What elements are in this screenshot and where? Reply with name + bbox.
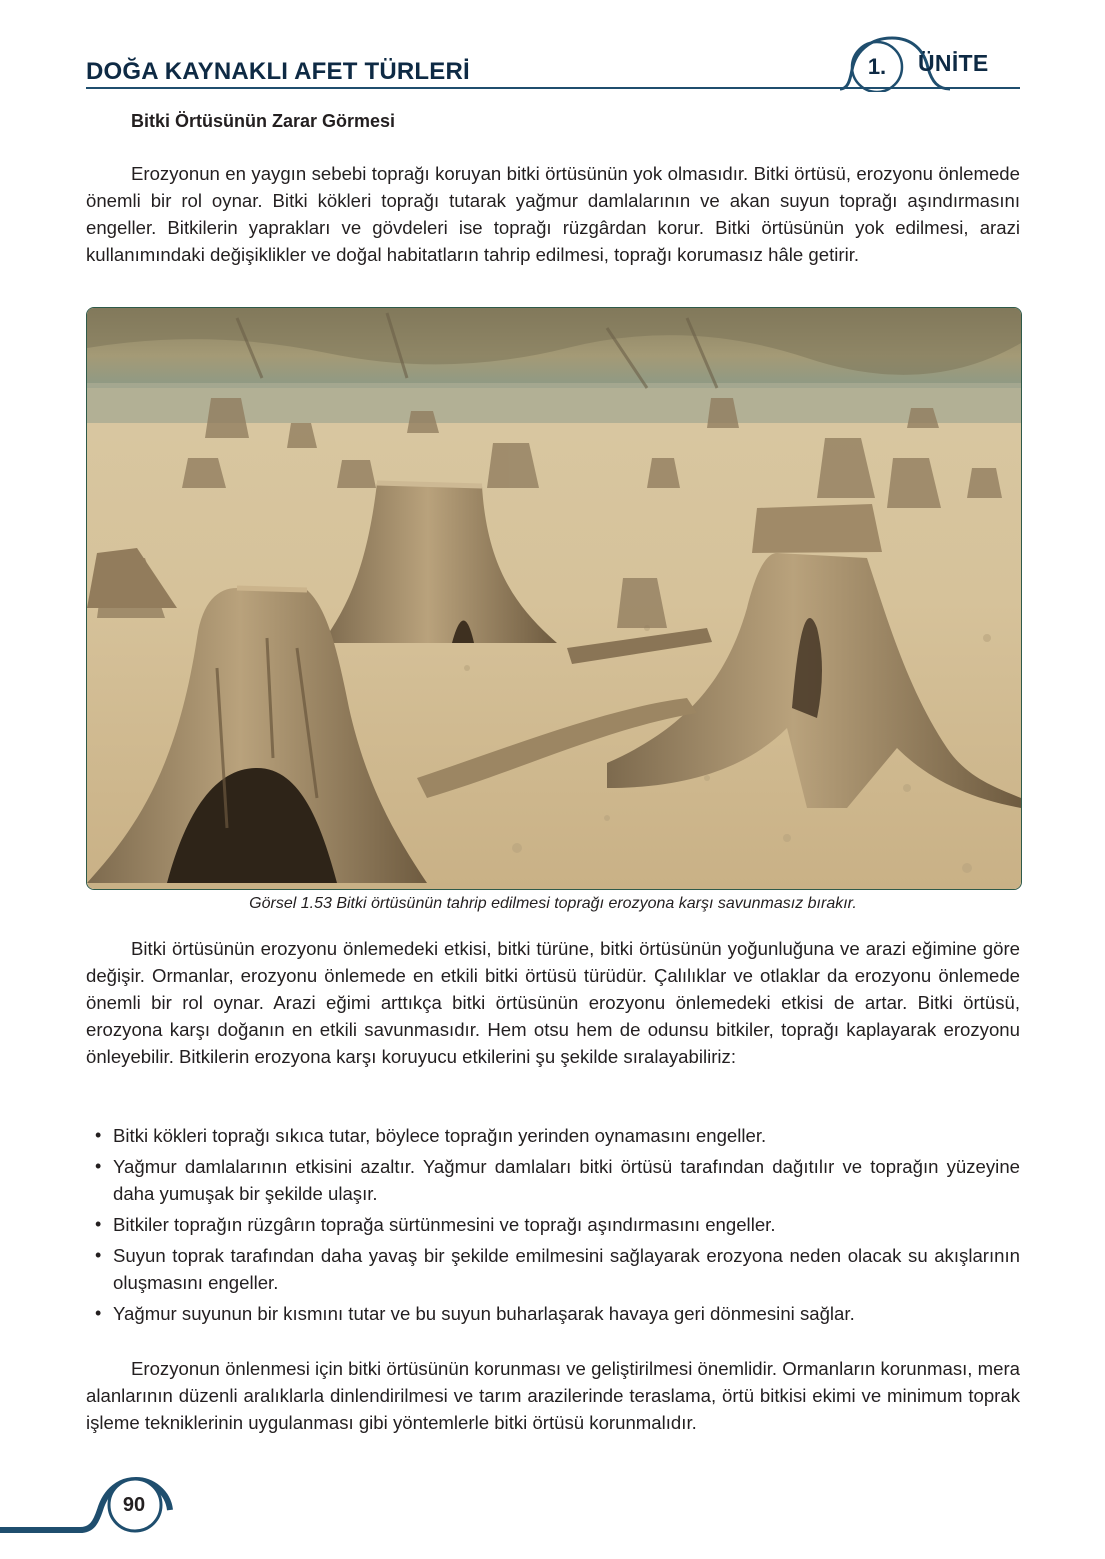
page-number: 90 bbox=[122, 1494, 146, 1516]
chapter-title: DOĞA KAYNAKLI AFET TÜRLERİ bbox=[86, 58, 470, 85]
protective-effects-list bbox=[86, 1122, 1020, 1331]
list-item bbox=[86, 1122, 1020, 1149]
section-heading: Bitki Örtüsünün Zarar Görmesi bbox=[131, 111, 396, 131]
list-item bbox=[86, 1242, 1020, 1296]
page-number-badge bbox=[0, 1466, 200, 1546]
list-item-text: Yağmur suyunun bir kısmını tutar ve bu suyun buharlaşarak havaya geri dönmesini sağlar. bbox=[113, 1303, 855, 1324]
figure-caption: Görsel 1.53 Bitki örtüsünün tahrip edilmesi toprağı erozyona karşı savunmasız bırakır. bbox=[249, 895, 857, 912]
bullet-icon: • bbox=[95, 1125, 102, 1145]
bullet-icon: • bbox=[95, 1303, 102, 1323]
tree-stumps-photo bbox=[86, 307, 1022, 890]
bullet-icon: • bbox=[95, 1214, 102, 1234]
bullet-icon: • bbox=[95, 1245, 102, 1265]
list-item-text: Bitkiler toprağın rüzgârın toprağa sürtünmesini ve toprağı aşındırmasını engeller. bbox=[113, 1214, 776, 1235]
list-item-text: Suyun toprak tarafından daha yavaş bir şekilde emilmesini sağlayarak erozyona neden olacak su akışlarının oluşmasını engeller. bbox=[113, 1245, 1020, 1293]
unit-number: 1. bbox=[867, 54, 887, 79]
list-item-text: Bitki kökleri toprağı sıkıca tutar, böylece toprağın yerinden oynamasını engeller. bbox=[113, 1125, 767, 1146]
bullet-icon: • bbox=[95, 1156, 102, 1176]
list-item bbox=[86, 1211, 1020, 1238]
list-item-text: Yağmur damlalarının etkisini azaltır. Yağmur damlaları bitki örtüsü tarafından dağıtılır ve toprağın yüzeyine daha yumuşak bir şekilde ulaşır. bbox=[113, 1156, 1020, 1204]
list-item bbox=[86, 1300, 1020, 1327]
paragraph-intro: Erozyonun en yaygın sebebi toprağı koruyan bitki örtüsünün yok olmasıdır. Bitki örtüsü, erozyonu önlemede önemli bir rol oynar. Bitki kökleri toprağı tutarak yağmur damlalarının ve akan suyun toprağı aşındırmasını engeller. Bitkilerin yaprakları ve gövdeleri ise toprağı rüzgârdan korur. Bitki örtüsünün yok edilmesi, arazi kullanımındaki değişiklikler ve doğal habitatların tahrip edilmesi, toprağı korumasız hâle getirir. bbox=[86, 163, 1020, 265]
paragraph-conclusion: Erozyonun önlenmesi için bitki örtüsünün korunması ve geliştirilmesi önemlidir. Ormanların korunması, mera alanlarının düzenli aralıklarla dinlendirilmesi ve tarım arazilerinde teraslama, örtü bitkisi ekimi ve minimum toprak işleme tekniklerinin uygulanması gibi yöntemlerle bitki örtüsü korunmalıdır. bbox=[86, 1358, 1020, 1433]
list-item bbox=[86, 1153, 1020, 1207]
paragraph-effects: Bitki örtüsünün erozyonu önlemedeki etkisi, bitki türüne, bitki örtüsünün yoğunluğuna ve arazi eğimine göre değişir. Ormanlar, erozyonu önlemede en etkili bitki örtüsü türüdür. Çalılıklar ve otlaklar da erozyonu önlemede önemli bir rol oynar. Arazi eğimi arttıkça bitki örtüsünün erozyonu önlemedeki etkisi de artar. Bitki örtüsü, erozyona karşı doğanın en etkili savunmasıdır. Hem otsu hem de odunsu bitkiler, toprağı kaplayarak erozyonu önleyebilir. Bitkilerin erozyona karşı koruyucu etkilerini şu şekilde sıralayabiliriz: bbox=[86, 938, 1020, 1067]
unit-label: ÜNİTE bbox=[918, 50, 989, 76]
